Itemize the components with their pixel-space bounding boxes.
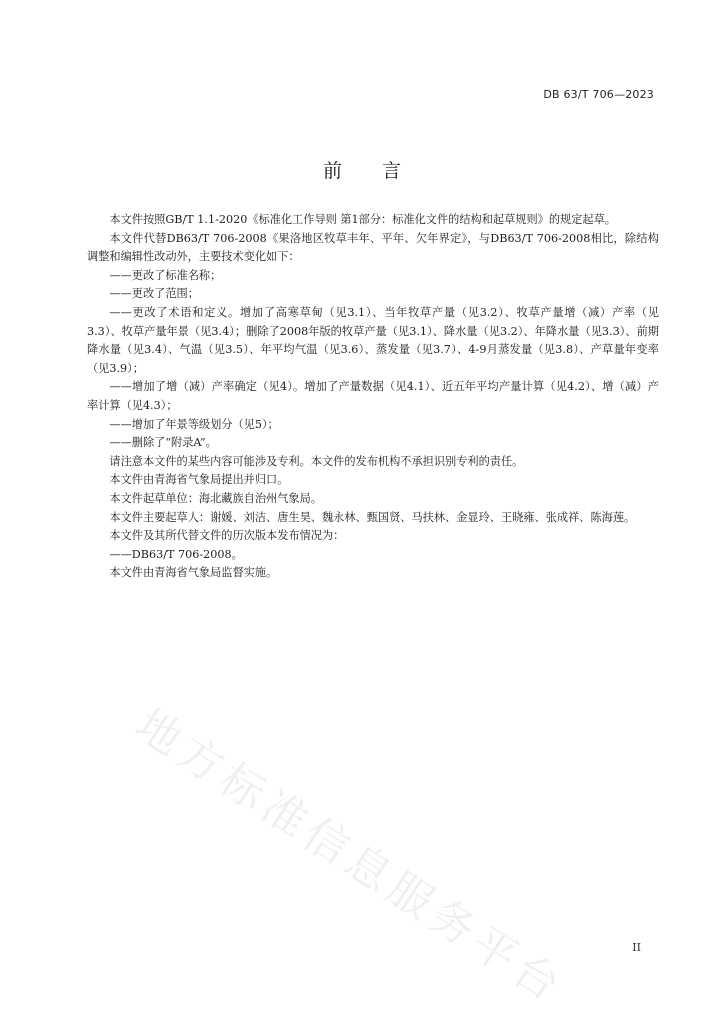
paragraph-history-intro: 本文件及其所代替文件的历次版本发布情况为： bbox=[109, 529, 345, 543]
paragraph-supervision: 本文件由青海省气象局监督实施。 bbox=[109, 566, 278, 580]
paragraph-patent-notice: 请注意本文件的某些内容可能涉及专利。本文件的发布机构不承担识别专利的责任。 bbox=[109, 454, 524, 468]
history-item: ——DB63/T 706-2008。 bbox=[109, 547, 243, 561]
paragraph-drafting-unit: 本文件起草单位：海北藏族自治州气象局。 bbox=[109, 491, 322, 505]
watermark: 地方标准信息服务平台 bbox=[126, 699, 574, 1015]
paragraph-drafting-basis: 本文件按照GB/T 1.1-2020《标准化工作导则 第1部分：标准化文件的结构和起草规则》的规定起草。 bbox=[109, 213, 616, 226]
paragraph-proposer: 本文件由青海省气象局提出并归口。 bbox=[109, 473, 289, 487]
page-title: 前言 bbox=[322, 160, 441, 182]
change-item-scope: ——更改了范围； bbox=[109, 287, 199, 301]
change-item-grade: ——增加了年景等级划分（见5）； bbox=[109, 417, 279, 431]
change-item-appendix: ——删除了“附录A”。 bbox=[109, 436, 217, 450]
document-code: DB 63/T 706—2023 bbox=[543, 88, 654, 101]
change-item-name: ——更改了标准名称； bbox=[109, 268, 222, 282]
page-number: II bbox=[632, 941, 641, 954]
foreword-body bbox=[87, 211, 659, 583]
change-item-terms: ——更改了术语和定义。增加了高寒草甸（见3.1）、当年牧草产量（见3.2）、牧草产量增（减）产率（见3.3）、牧草产量年景（见3.4）；删除了2008年版的牧草产量（见3.1）、降水量（见3.2）、年降水量（见3.3）、前期降水量（见3.4）、气温（见3.5）、年平均气温（见3.6）、蒸发量（见3.7）、4-9月蒸发量（见3.8）、产草量年变率（见3.9）； bbox=[87, 305, 659, 375]
paragraph-drafters: 本文件主要起草人：谢媛、刘洁、唐生昊、魏永林、甄国贤、马扶林、金显玲、王晓雍、张成祥、陈海莲。 bbox=[109, 510, 636, 524]
change-item-rate: ——增加了增（减）产率确定（见4）。增加了产量数据（见4.1）、近五年平均产量计算（见4.2）、增（减）产率计算（见4.3）； bbox=[87, 380, 659, 412]
paragraph-replacement: 本文件代替DB63/T 706-2008《果洛地区牧草丰年、平年、欠年界定》，与DB63/T 706-2008相比，除结构调整和编辑性改动外，主要技术变化如下： bbox=[87, 231, 659, 264]
